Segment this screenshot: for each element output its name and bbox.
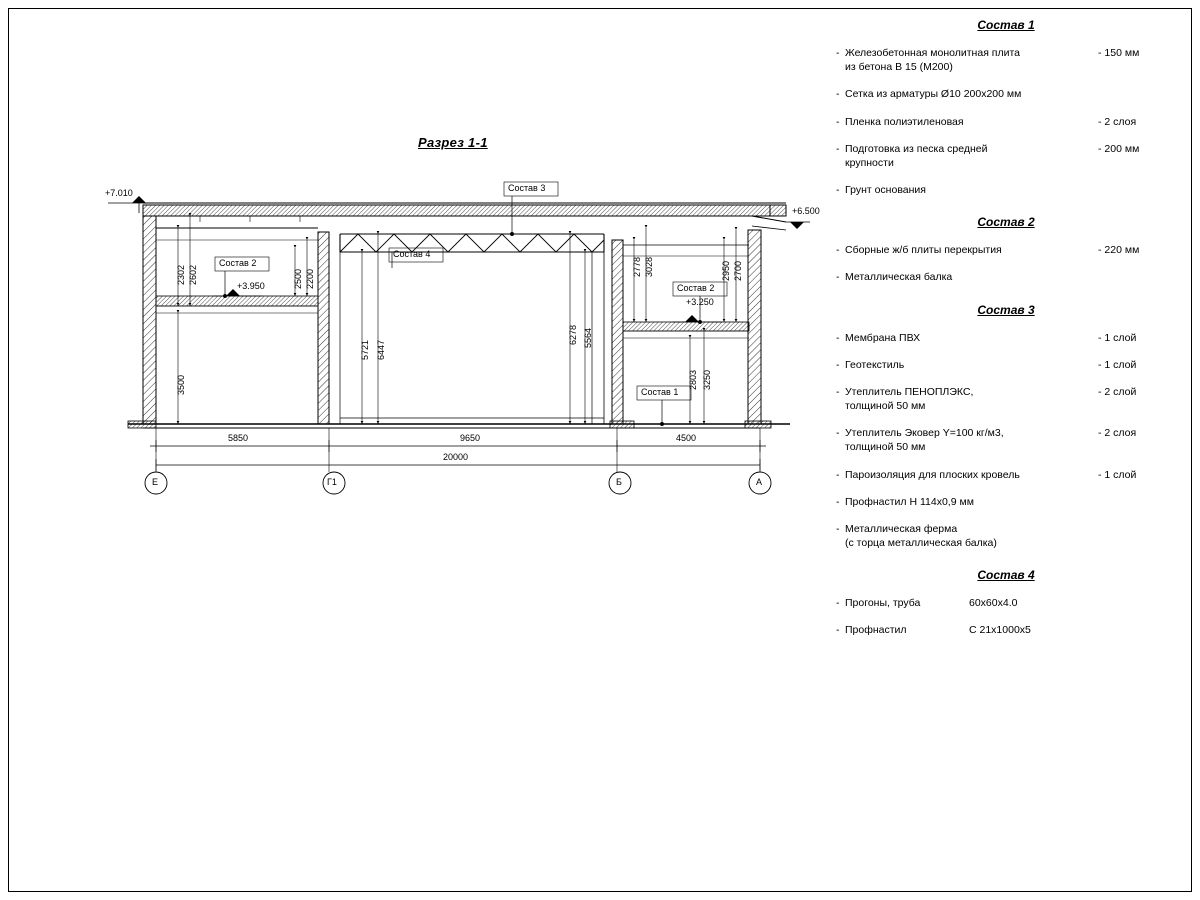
spec-item-text: Профнастил xyxy=(845,624,907,637)
spec-item-value: - 220 мм xyxy=(1098,244,1140,257)
dash: - xyxy=(836,331,840,344)
spec-item xyxy=(836,87,1176,101)
spec-item xyxy=(836,183,1176,197)
dim-total-20000: 20000 xyxy=(443,452,469,462)
spec-item-text: Утеплитель Эковер Y=100 кг/м3, xyxy=(845,427,1004,440)
dim-5721: 5721 xyxy=(360,339,370,360)
dim-6278: 6278 xyxy=(568,324,578,345)
callout-sostav-2-left: Состав 2 xyxy=(219,258,257,268)
spec-group-3 xyxy=(836,303,1176,551)
dim-2803: 2803 xyxy=(688,369,698,390)
dim-3500: 3500 xyxy=(176,374,186,395)
axis-marker-g1: Г1 xyxy=(327,477,337,487)
axis-marker-b: Б xyxy=(616,477,622,487)
spec-item xyxy=(836,623,1176,637)
level-room-left: +3.950 xyxy=(237,281,265,291)
spec-item-value: - 2 слоя xyxy=(1098,427,1137,440)
spec-item-text2: (с торца металлическая балка) xyxy=(845,537,997,550)
spec-item-text2: из бетона В 15 (М200) xyxy=(845,61,953,74)
dim-3250: 3250 xyxy=(702,369,712,390)
spec-item xyxy=(836,358,1176,372)
callout-sostav-2-right: Состав 2 xyxy=(677,283,715,293)
spec-item-value: - 1 слой xyxy=(1098,468,1137,481)
dim-2700: 2700 xyxy=(733,260,743,281)
spec-item-text: Сетка из арматуры Ø10 200x200 мм xyxy=(845,88,1022,101)
dim-2602: 2602 xyxy=(188,264,198,285)
axis-marker-a: А xyxy=(756,477,763,487)
spec-group-1 xyxy=(836,18,1176,197)
callout-sostav-3: Состав 3 xyxy=(508,183,546,193)
spec-item xyxy=(836,142,1176,170)
dash: - xyxy=(836,271,840,284)
spec-item-text: Подготовка из песка средней xyxy=(845,142,988,155)
dim-2778: 2778 xyxy=(632,256,642,277)
dash: - xyxy=(836,385,840,398)
spec-group-1-title: Состав 1 xyxy=(977,18,1035,32)
spec-item-value: - 1 слой xyxy=(1098,358,1137,371)
spec-item-text2: толщиной 50 мм xyxy=(845,400,926,413)
spec-item xyxy=(836,270,1176,284)
spec-item-value: С 21х1000х5 xyxy=(969,624,1031,637)
dim-2500: 2500 xyxy=(293,268,303,289)
spec-item-text: Пленка полиэтиленовая xyxy=(845,115,964,128)
spec-item-text2: толщиной 50 мм xyxy=(845,441,926,454)
spec-item-text: Мембрана ПВХ xyxy=(845,331,921,344)
dash: - xyxy=(836,522,840,535)
dash: - xyxy=(836,88,840,101)
dash: - xyxy=(836,468,840,481)
spec-item-text: Сборные ж/б плиты перекрытия xyxy=(845,244,1002,257)
dim-6447: 6447 xyxy=(376,339,386,360)
dash: - xyxy=(836,495,840,508)
level-right-top: +6.500 xyxy=(792,206,820,216)
spec-item-value: - 150 мм xyxy=(1098,47,1140,59)
spec-item-value: - 1 слой xyxy=(1098,331,1137,344)
dim-4500: 4500 xyxy=(676,433,697,443)
spec-item xyxy=(836,522,1176,550)
spec-item-text: Металлическая ферма xyxy=(845,522,958,535)
dim-5564: 5564 xyxy=(583,327,593,348)
dash: - xyxy=(836,358,840,371)
spec-item-value: - 2 слоя xyxy=(1098,115,1137,128)
spec-item-text: Прогоны, труба xyxy=(845,597,921,610)
callout-sostav-4: Состав 4 xyxy=(393,249,431,259)
spec-item-value: - 200 мм xyxy=(1098,142,1140,155)
dash: - xyxy=(836,184,840,197)
dim-2200: 2200 xyxy=(305,268,315,289)
dim-5850: 5850 xyxy=(228,433,249,443)
spec-item xyxy=(836,495,1176,509)
specification-panel xyxy=(836,18,1176,651)
spec-item-text: Пароизоляция для плоских кровель xyxy=(845,468,1020,481)
spec-item-text2: крупности xyxy=(845,156,894,169)
spec-item xyxy=(836,243,1176,257)
spec-item xyxy=(836,115,1176,129)
section-title: Разрез 1-1 xyxy=(418,135,488,150)
spec-item xyxy=(836,426,1176,454)
dash: - xyxy=(836,142,840,155)
dash: - xyxy=(836,624,840,637)
dash: - xyxy=(836,597,840,610)
level-left-top: +7.010 xyxy=(105,188,133,198)
callout-sostav-1: Состав 1 xyxy=(641,387,679,397)
dash: - xyxy=(836,244,840,257)
spec-item xyxy=(836,331,1176,345)
spec-item-value: - 2 слой xyxy=(1098,385,1137,398)
dim-2950: 2950 xyxy=(721,260,731,281)
dim-3028: 3028 xyxy=(644,256,654,277)
spec-item xyxy=(836,468,1176,482)
spec-item-text: Профнастил Н 114х0,9 мм xyxy=(845,495,974,508)
dash: - xyxy=(836,47,840,59)
spec-item xyxy=(836,385,1176,413)
spec-item-text: Железобетонная монолитная плита xyxy=(845,47,1021,59)
spec-group-2 xyxy=(836,215,1176,284)
spec-item-text: Металлическая балка xyxy=(845,271,953,284)
spec-item xyxy=(836,596,1176,610)
spec-item-text: Утеплитель ПЕНОПЛЭКС, xyxy=(845,385,974,398)
spec-item-text: Грунт основания xyxy=(845,184,926,197)
spec-item-value: 60x60x4.0 xyxy=(969,597,1018,610)
dim-2302: 2302 xyxy=(176,264,186,285)
spec-item xyxy=(836,46,1176,74)
dash: - xyxy=(836,427,840,440)
axis-marker-e: Е xyxy=(152,477,159,487)
spec-item-text: Геотекстиль xyxy=(845,358,905,371)
spec-group-2-title: Состав 2 xyxy=(977,215,1035,230)
level-room-right: +3.250 xyxy=(686,297,714,307)
spec-group-4-title: Состав 4 xyxy=(977,568,1035,583)
spec-group-4 xyxy=(836,568,1176,637)
dim-9650: 9650 xyxy=(460,433,481,443)
dash: - xyxy=(836,115,840,128)
spec-group-3-title: Состав 3 xyxy=(977,302,1035,317)
